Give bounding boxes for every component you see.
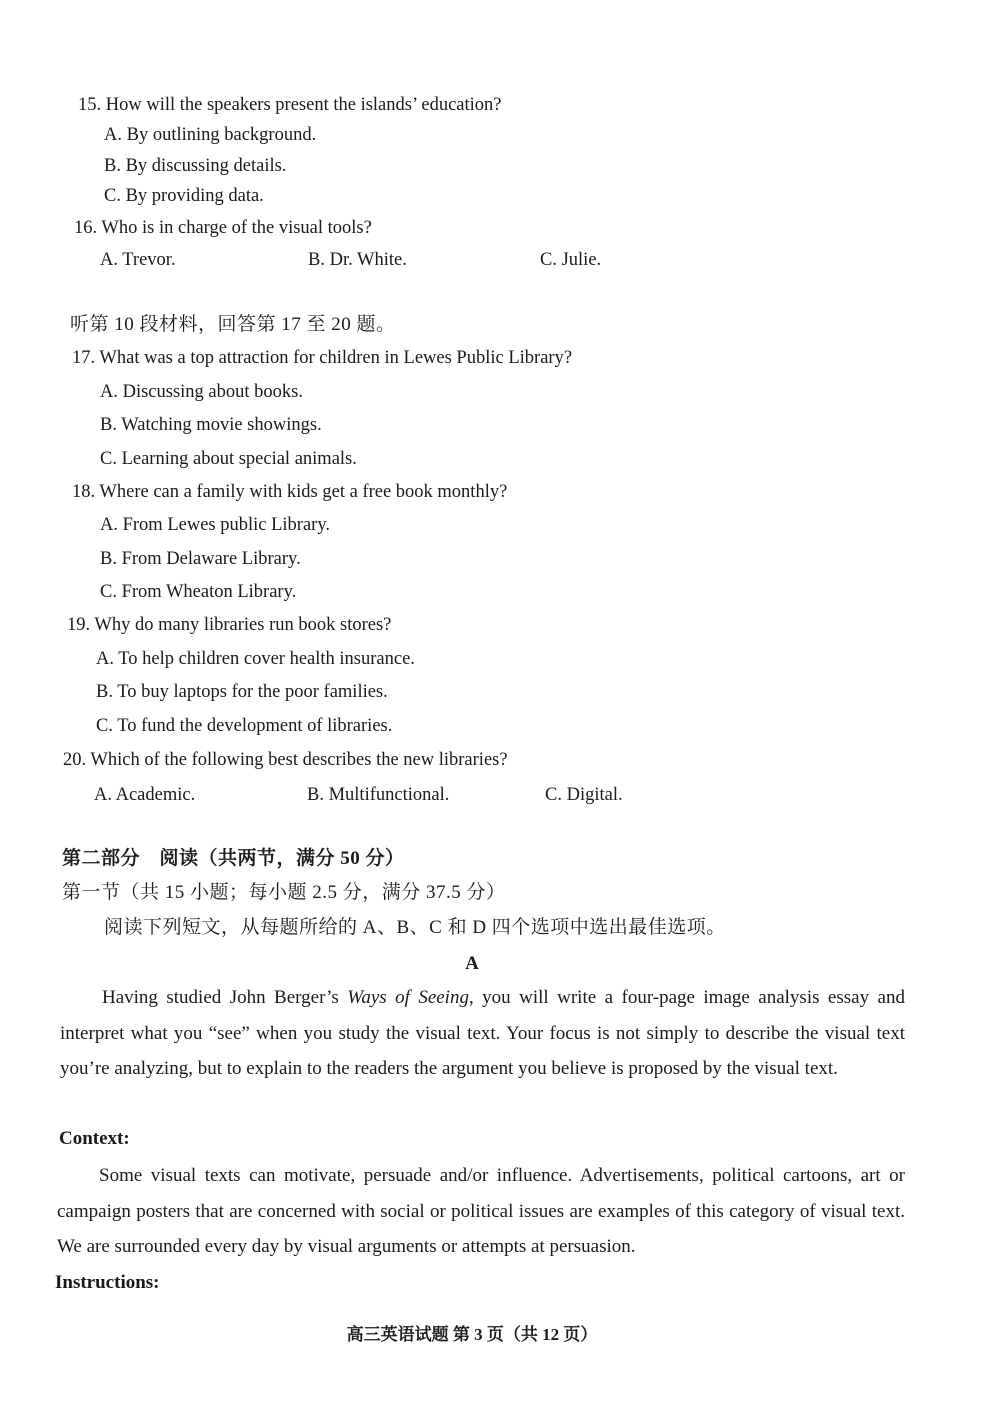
- q19-option-b: B. To buy laptops for the poor families.: [96, 682, 388, 702]
- q18-stem: 18. Where can a family with kids get a free book monthly?: [72, 482, 508, 502]
- reading-instruction: 阅读下列短文，从每题所给的 A、B、C 和 D 四个选项中选出最佳选项。: [104, 917, 726, 938]
- q19-option-a: A. To help children cover health insurance.: [96, 649, 415, 669]
- q16-option-a: A. Trevor.: [100, 250, 176, 270]
- passage-paragraph-2: Some visual texts can motivate, persuade and/or influence. Advertisements, political cartoons, art or campaign posters that are concerned with social or political issues are examples of this category of visual text. We are surrounded every day by visual arguments or attempts at persuasion.: [57, 1165, 905, 1257]
- q17-option-b: B. Watching movie showings.: [100, 415, 322, 435]
- listening-section-intro: 听第 10 段材料，回答第 17 至 20 题。: [70, 314, 396, 335]
- p1-text-before: Having studied John Berger’s: [102, 987, 348, 1008]
- q19-option-c: C. To fund the development of libraries.: [96, 716, 393, 736]
- q17-option-c: C. Learning about special animals.: [100, 449, 357, 469]
- q20-option-c: C. Digital.: [545, 785, 623, 805]
- q15-stem: 15. How will the speakers present the islands’ education?: [78, 95, 502, 115]
- q19-stem: 19. Why do many libraries run book stores?: [67, 615, 392, 635]
- page-footer: 高三英语试题 第 3 页（共 12 页）: [346, 1325, 598, 1344]
- q15-option-b: B. By discussing details.: [104, 156, 287, 176]
- passage-paragraph-1: [60, 980, 905, 1087]
- q15-option-a: A. By outlining background.: [104, 125, 317, 145]
- p1-text-after: , you will write a four-page image analysis essay and interpret what you “see” when you study the visual text. Your focus is not simply to describe the visual text you’re analyzing, but to explain to the readers the argument you believe is proposed by the visual text.: [60, 987, 905, 1079]
- q16-stem: 16. Who is in charge of the visual tools?: [74, 218, 372, 238]
- q18-option-c: C. From Wheaton Library.: [100, 582, 297, 602]
- book-title: Ways of Seeing: [347, 987, 469, 1008]
- q17-option-a: A. Discussing about books.: [100, 382, 303, 402]
- q16-option-b: B. Dr. White.: [308, 250, 407, 270]
- q15-option-c: C. By providing data.: [104, 186, 264, 206]
- context-heading: Context:: [59, 1128, 130, 1149]
- q18-option-b: B. From Delaware Library.: [100, 549, 301, 569]
- passage-label: A: [465, 953, 479, 974]
- q17-stem: 17. What was a top attraction for children in Lewes Public Library?: [72, 348, 573, 368]
- part2-heading: 第二部分 阅读（共两节，满分 50 分）: [62, 848, 405, 869]
- q20-option-a: A. Academic.: [94, 785, 196, 805]
- section1-heading: 第一节（共 15 小题；每小题 2.5 分，满分 37.5 分）: [62, 882, 506, 903]
- q18-option-a: A. From Lewes public Library.: [100, 515, 330, 535]
- q20-stem: 20. Which of the following best describes the new libraries?: [63, 750, 508, 770]
- q16-option-c: C. Julie.: [540, 250, 602, 270]
- instructions-heading: Instructions:: [55, 1272, 160, 1293]
- q20-option-b: B. Multifunctional.: [307, 785, 450, 805]
